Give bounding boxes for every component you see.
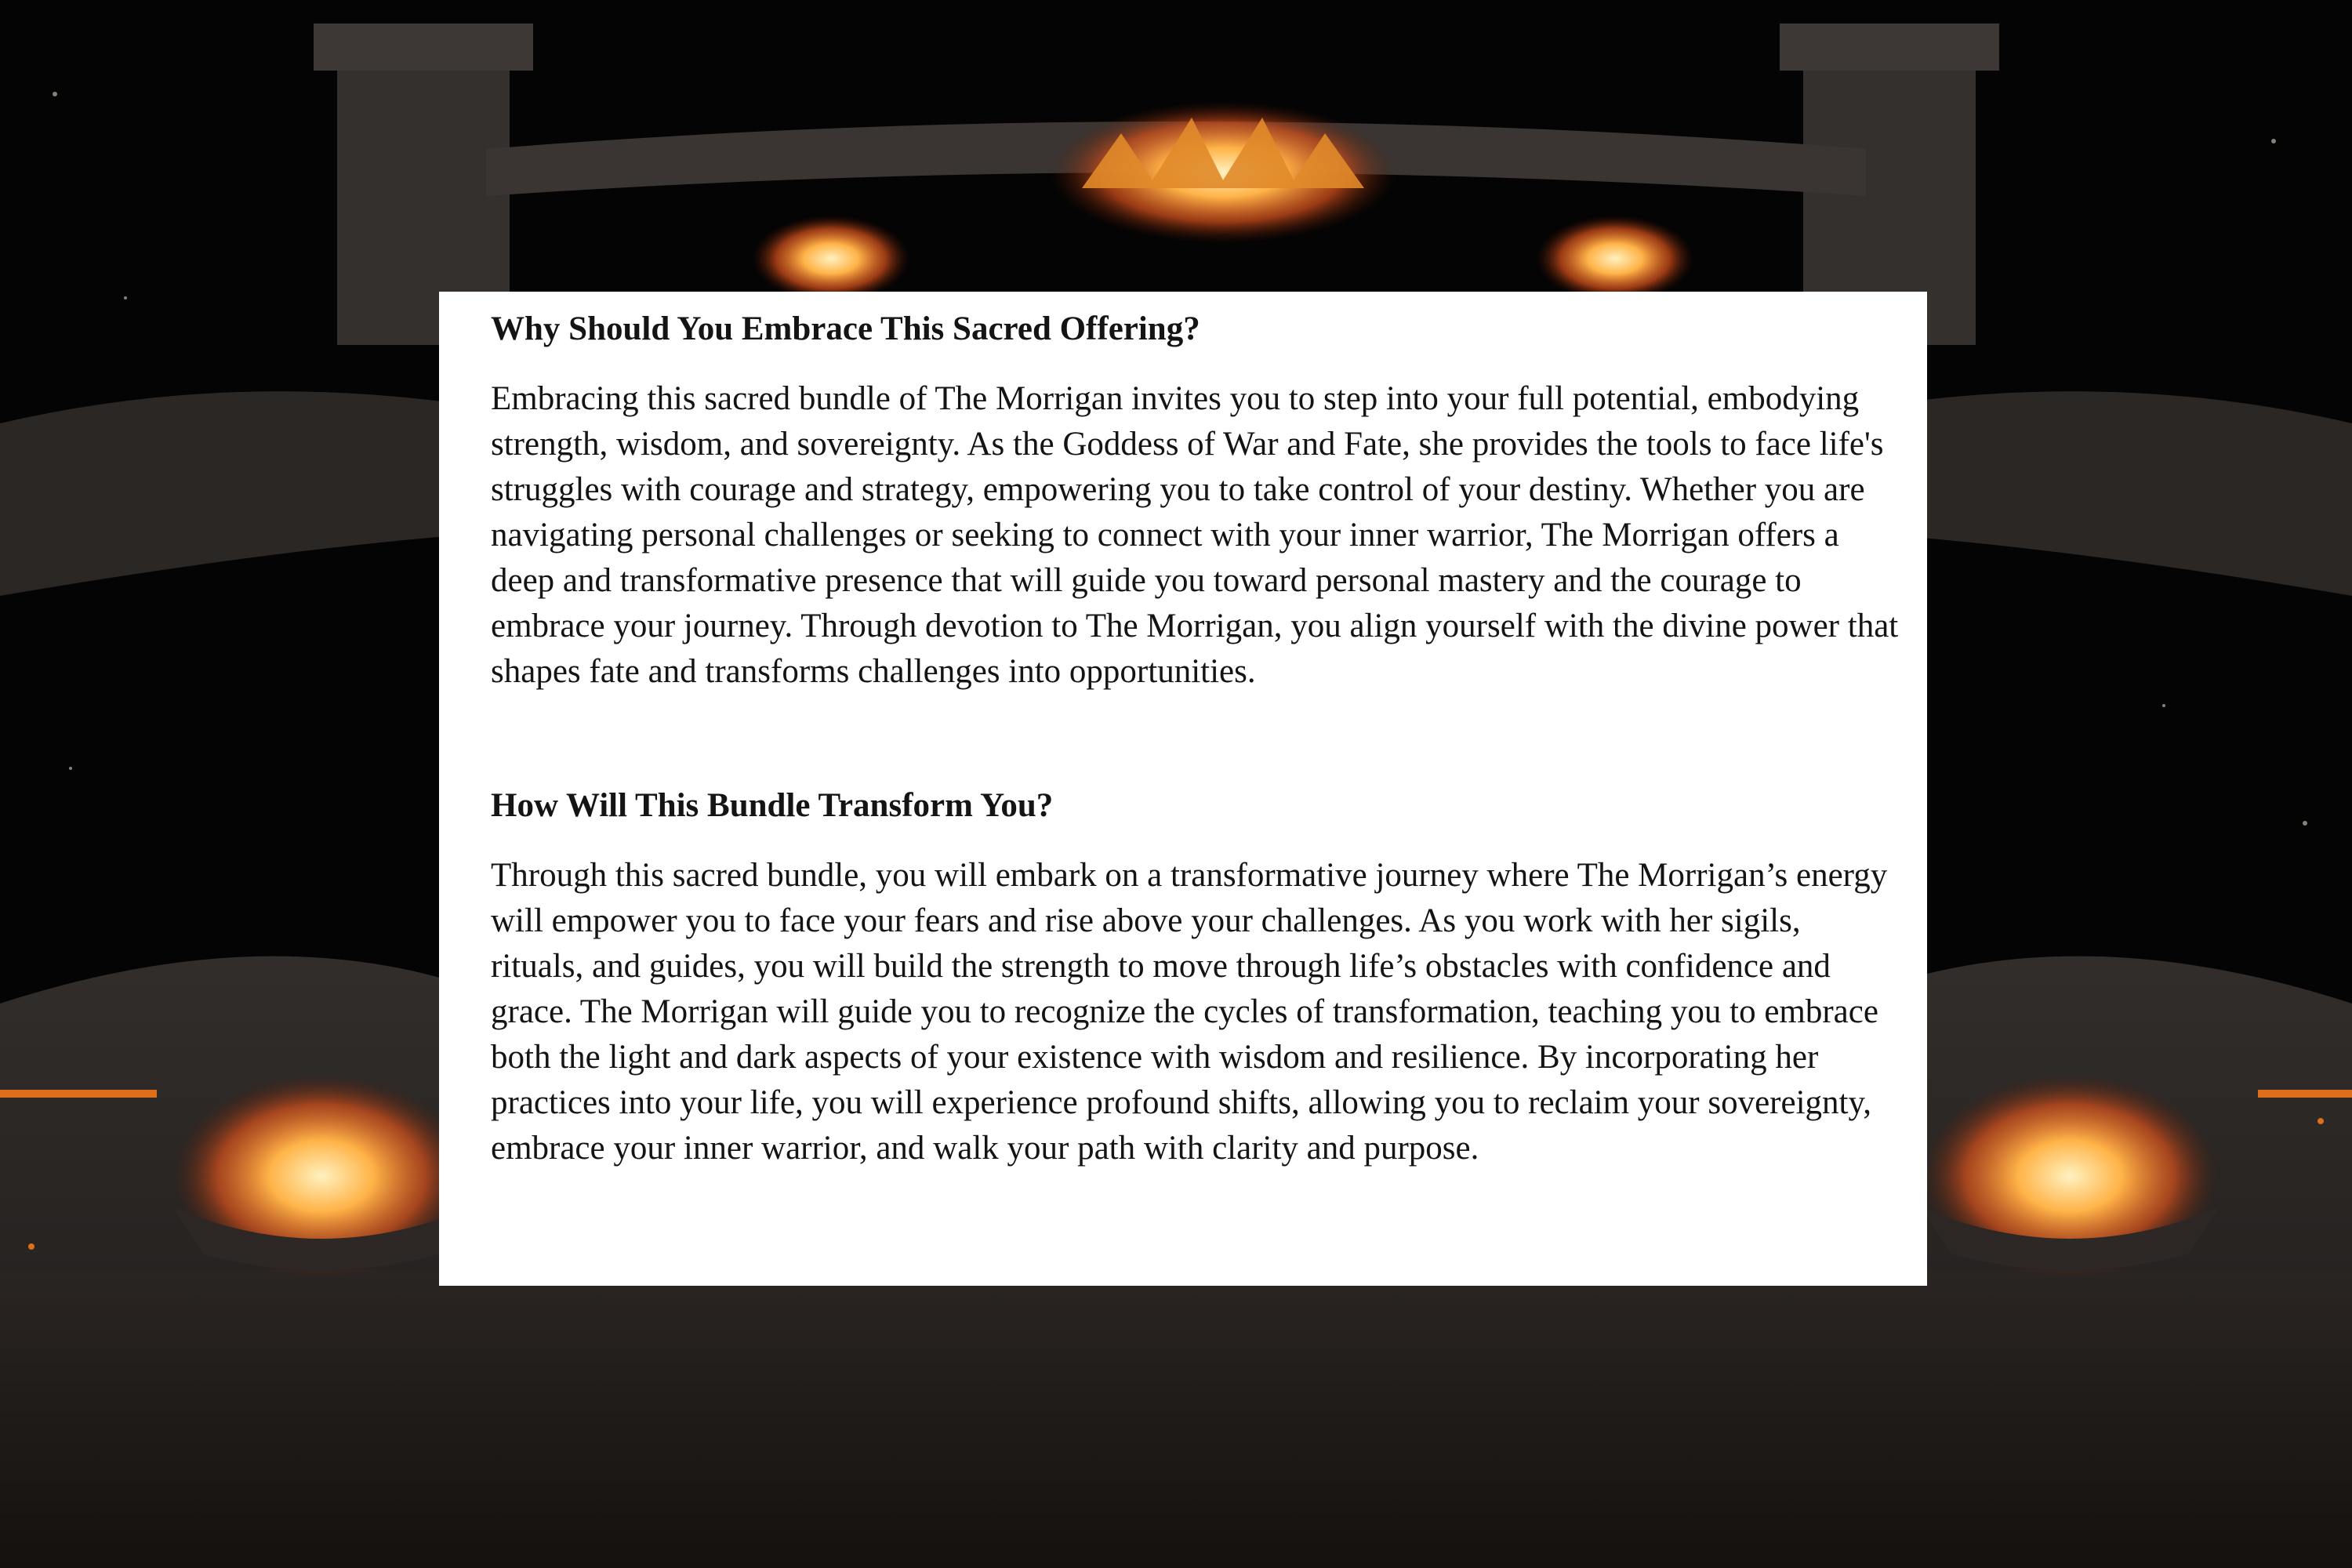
section-how-transform (491, 784, 1899, 1171)
section-body: Embracing this sacred bundle of The Morrigan invites you to step into your full potential, embodying strength, wisdom, and sovereignty. As the Goddess of War and Fate, she provides the tools to face life's struggles with courage and strategy, empowering you to take control of your destiny. Whether you are navigating personal challenges or seeking to connect with your inner warrior, The Morrigan offers a deep and transformative presence that will guide you toward personal mastery and the courage to embrace your journey. Through devotion to The Morrigan, you align yourself with the divine power that shapes fate and transforms challenges into opportunities. (491, 379, 1899, 690)
section-heading: Why Should You Embrace This Sacred Offering? (491, 310, 1200, 347)
section-body: Through this sacred bundle, you will embark on a transformative journey where The Morrigan’s energy will empower you to face your fears and rise above your challenges. As you work with her sigils, rituals, and guides, you will build the strength to move through life’s obstacles with confidence and grace. The Morrigan will guide you to recognize the cycles of transformation, teaching you to embrace both the light and dark aspects of your existence with wisdom and resilience. By incorporating her practices into your life, you will experience profound shifts, allowing you to reclaim your sovereignty, embrace your inner warrior, and walk your path with clarity and purpose. (491, 856, 1888, 1167)
section-spacer (491, 695, 1899, 784)
content-panel (439, 292, 1927, 1286)
section-heading: How Will This Bundle Transform You? (491, 786, 1054, 824)
section-why-embrace (491, 307, 1899, 695)
